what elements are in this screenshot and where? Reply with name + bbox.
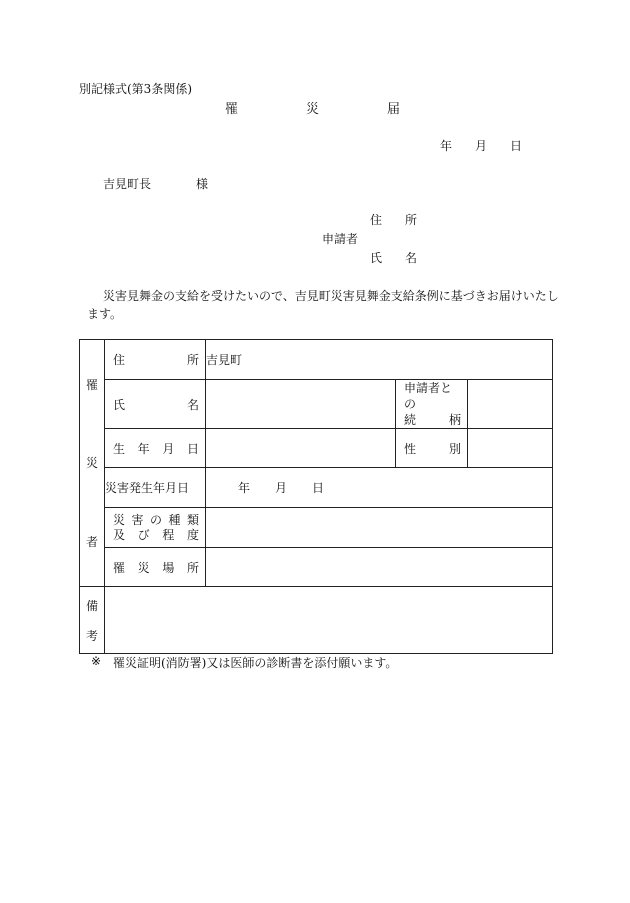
label-char: 生 <box>113 441 126 456</box>
label-char: 度 <box>186 527 199 542</box>
section-char: 罹 <box>85 377 98 392</box>
label-char: 罹 <box>113 560 126 575</box>
document-title <box>225 98 400 117</box>
label-char: 氏 <box>113 397 126 412</box>
footnote-mark: ※ <box>91 654 102 668</box>
victim-section-label <box>80 340 105 587</box>
label-char: び <box>137 527 150 542</box>
place-value[interactable] <box>206 548 553 587</box>
addressee-name: 吉見町長 <box>103 177 152 191</box>
date-month-label: 月 <box>474 139 487 153</box>
label-char: 考 <box>85 628 98 643</box>
applicant-label: 申請者 <box>322 232 359 246</box>
month-unit: 月 <box>275 481 288 495</box>
label-char: 災 <box>113 512 126 527</box>
disaster-type-value[interactable] <box>206 508 553 548</box>
disaster-date-label-cell <box>105 468 206 508</box>
dob-label-cell <box>105 429 206 468</box>
title-char: 災 <box>305 102 319 117</box>
label-char: 種 <box>168 512 181 527</box>
remarks-label-cell <box>80 587 105 654</box>
footnote-text: 罹災証明(消防署)又は医師の診断書を添付願います。 <box>113 656 398 670</box>
label-char: 住 <box>113 353 126 367</box>
year-unit: 年 <box>238 481 251 495</box>
applicant-address-label <box>370 211 417 228</box>
disaster-date-label: 災害発生年月日 <box>105 481 190 495</box>
disaster-report-table <box>79 339 553 654</box>
disaster-type-label-cell <box>105 508 206 548</box>
label-char: 日 <box>186 441 199 456</box>
label-char: 類 <box>186 512 199 527</box>
label-char: 災 <box>137 560 150 575</box>
relation-label-line1: 申請者との <box>404 381 453 411</box>
name-value[interactable] <box>206 380 396 429</box>
title-char: 罹 <box>225 102 239 117</box>
day-unit: 日 <box>312 481 325 495</box>
date-line <box>440 137 522 154</box>
section-char: 災 <box>85 456 98 471</box>
label-char: 程 <box>162 527 175 542</box>
label-char: 性 <box>404 441 417 456</box>
label-char: 及 <box>113 527 126 542</box>
label-char: 害 <box>131 512 144 527</box>
label-char: 所 <box>404 213 417 227</box>
address-value-text: 吉見町 <box>206 353 243 367</box>
addressee-honorific: 様 <box>196 177 209 191</box>
address-label-cell <box>105 340 206 380</box>
label-char: 月 <box>162 441 175 456</box>
date-year-label: 年 <box>440 139 453 153</box>
section-char: 者 <box>85 535 98 550</box>
dob-value[interactable] <box>206 429 396 468</box>
remarks-value[interactable] <box>105 587 553 654</box>
relation-value[interactable] <box>468 380 553 429</box>
label-char: 所 <box>186 560 199 575</box>
label-char: 年 <box>137 441 150 456</box>
body-text-line-1: 災害見舞金の支給を受けたいので、吉見町災害見舞金支給条例に基づきお届けいたし <box>103 289 559 303</box>
place-label-cell <box>105 548 206 587</box>
label-char: 柄 <box>448 413 461 427</box>
sex-value[interactable] <box>468 429 553 468</box>
relation-label-cell <box>396 380 468 429</box>
date-day-label: 日 <box>509 139 522 153</box>
title-char: 届 <box>386 102 400 117</box>
label-char: 備 <box>85 598 98 613</box>
body-text-line-2: ます。 <box>87 307 123 321</box>
form-reference: 別記様式(第3条関係) <box>79 82 192 96</box>
label-char: 所 <box>186 353 199 367</box>
label-char: 名 <box>186 397 199 412</box>
label-char: 続 <box>404 413 417 427</box>
label-char: 住 <box>370 213 383 227</box>
label-char: の <box>149 512 162 527</box>
address-value[interactable] <box>206 340 553 380</box>
label-char: 場 <box>162 560 175 575</box>
name-label-cell <box>105 380 206 429</box>
applicant-name-label <box>370 249 417 266</box>
label-char: 名 <box>404 251 417 265</box>
label-char: 氏 <box>370 251 383 265</box>
sex-label-cell <box>396 429 468 468</box>
disaster-date-value[interactable] <box>206 468 553 508</box>
label-char: 別 <box>448 441 461 456</box>
